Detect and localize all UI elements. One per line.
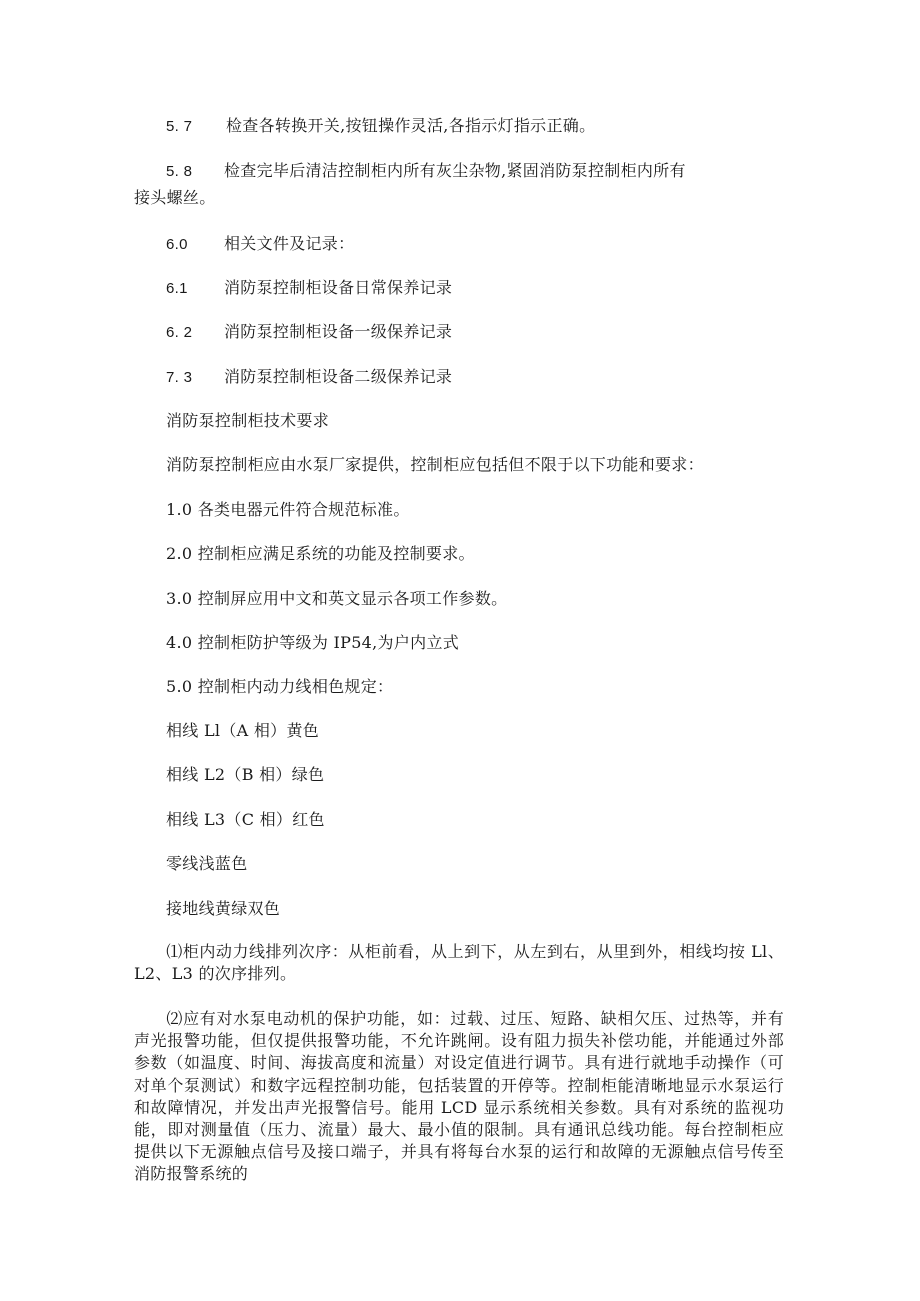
section-number: 6. 2 bbox=[166, 324, 193, 341]
paragraph-protection-functions bbox=[134, 1008, 784, 1186]
section-5-8-continuation: 接头螺丝。 bbox=[134, 188, 216, 207]
section-text: 消防泵控制柜设备一级保养记录 bbox=[224, 322, 453, 341]
tech-item: 4.0 控制柜防护等级为 IP54,为户内立式 bbox=[166, 633, 460, 652]
tech-item: 3.0 控制屏应用中文和英文显示各项工作参数。 bbox=[166, 589, 508, 608]
tech-title: 消防泵控制柜技术要求 bbox=[166, 411, 330, 430]
section-text: 消防泵控制柜设备二级保养记录 bbox=[224, 367, 453, 386]
section-6-1 bbox=[166, 277, 452, 300]
paragraph-text: ⑵应有对水泵电动机的保护功能，如：过载、过压、短路、缺相欠压、过热等，并有声光报警功能，但仅提供报警功能，不允许跳闸。设有阻力损失补偿功能，并能通过外部参数（如温度、时间、海拔高度和流量）对设定值进行调节。具有进行就地手动操作（可对单个泵测试）和数字远程控制功能，包括装置的开停等。控制柜能清晰地显示水泵运行和故障情况，并发出声光报警信号。能用 LCD 显示系统相关参数。具有对系统的监视功能，即对测量值（压力、流量）最大、最小值的限制。具有通讯总线功能。每台控制柜应提供以下无源触点信号及接口端子，并具有将每台水泵的运行和故障的无源触点信号传至消防报警系统的 bbox=[134, 1009, 784, 1184]
tech-item: 1.0 各类电器元件符合规范标准。 bbox=[166, 500, 410, 519]
tech-intro: 消防泵控制柜应由水泵厂家提供，控制柜应包括但不限于以下功能和要求： bbox=[166, 455, 704, 474]
tech-item: 5.0 控制柜内动力线相色规定： bbox=[166, 677, 394, 696]
section-6-2 bbox=[166, 321, 452, 344]
section-text: 检查完毕后清洁控制柜内所有灰尘杂物,紧固消防泵控制柜内所有 bbox=[224, 161, 686, 180]
paragraph-text: ⑴柜内动力线排列次序：从柜前看，从上到下，从左到右，从里到外，相线均按 Ll、L2、L3 的次序排列。 bbox=[134, 942, 784, 984]
tech-item: 2.0 控制柜应满足系统的功能及控制要求。 bbox=[166, 544, 475, 563]
section-5-7 bbox=[166, 115, 595, 138]
section-number: 6.1 bbox=[166, 280, 188, 297]
section-number: 5. 8 bbox=[166, 163, 193, 180]
paragraph-wiring-order bbox=[134, 941, 784, 985]
phase-color-line: 相线 L2（B 相）绿色 bbox=[166, 765, 325, 784]
phase-color-line: 相线 Ll（A 相）黄色 bbox=[166, 721, 320, 740]
phase-color-line: 接地线黄绿双色 bbox=[166, 899, 281, 918]
section-7-3 bbox=[166, 366, 452, 389]
section-number: 6.0 bbox=[166, 236, 188, 253]
phase-color-line: 零线浅蓝色 bbox=[166, 854, 248, 873]
section-text: 相关文件及记录： bbox=[224, 234, 355, 253]
section-number: 7. 3 bbox=[166, 369, 193, 386]
section-number: 5. 7 bbox=[166, 118, 193, 135]
section-text: 消防泵控制柜设备日常保养记录 bbox=[224, 278, 453, 297]
section-text: 检查各转换开关,按钮操作灵活,各指示灯指示正确。 bbox=[226, 116, 596, 135]
phase-color-line: 相线 L3（C 相）红色 bbox=[166, 810, 325, 829]
section-6-0 bbox=[166, 233, 354, 256]
section-5-8 bbox=[166, 160, 686, 183]
